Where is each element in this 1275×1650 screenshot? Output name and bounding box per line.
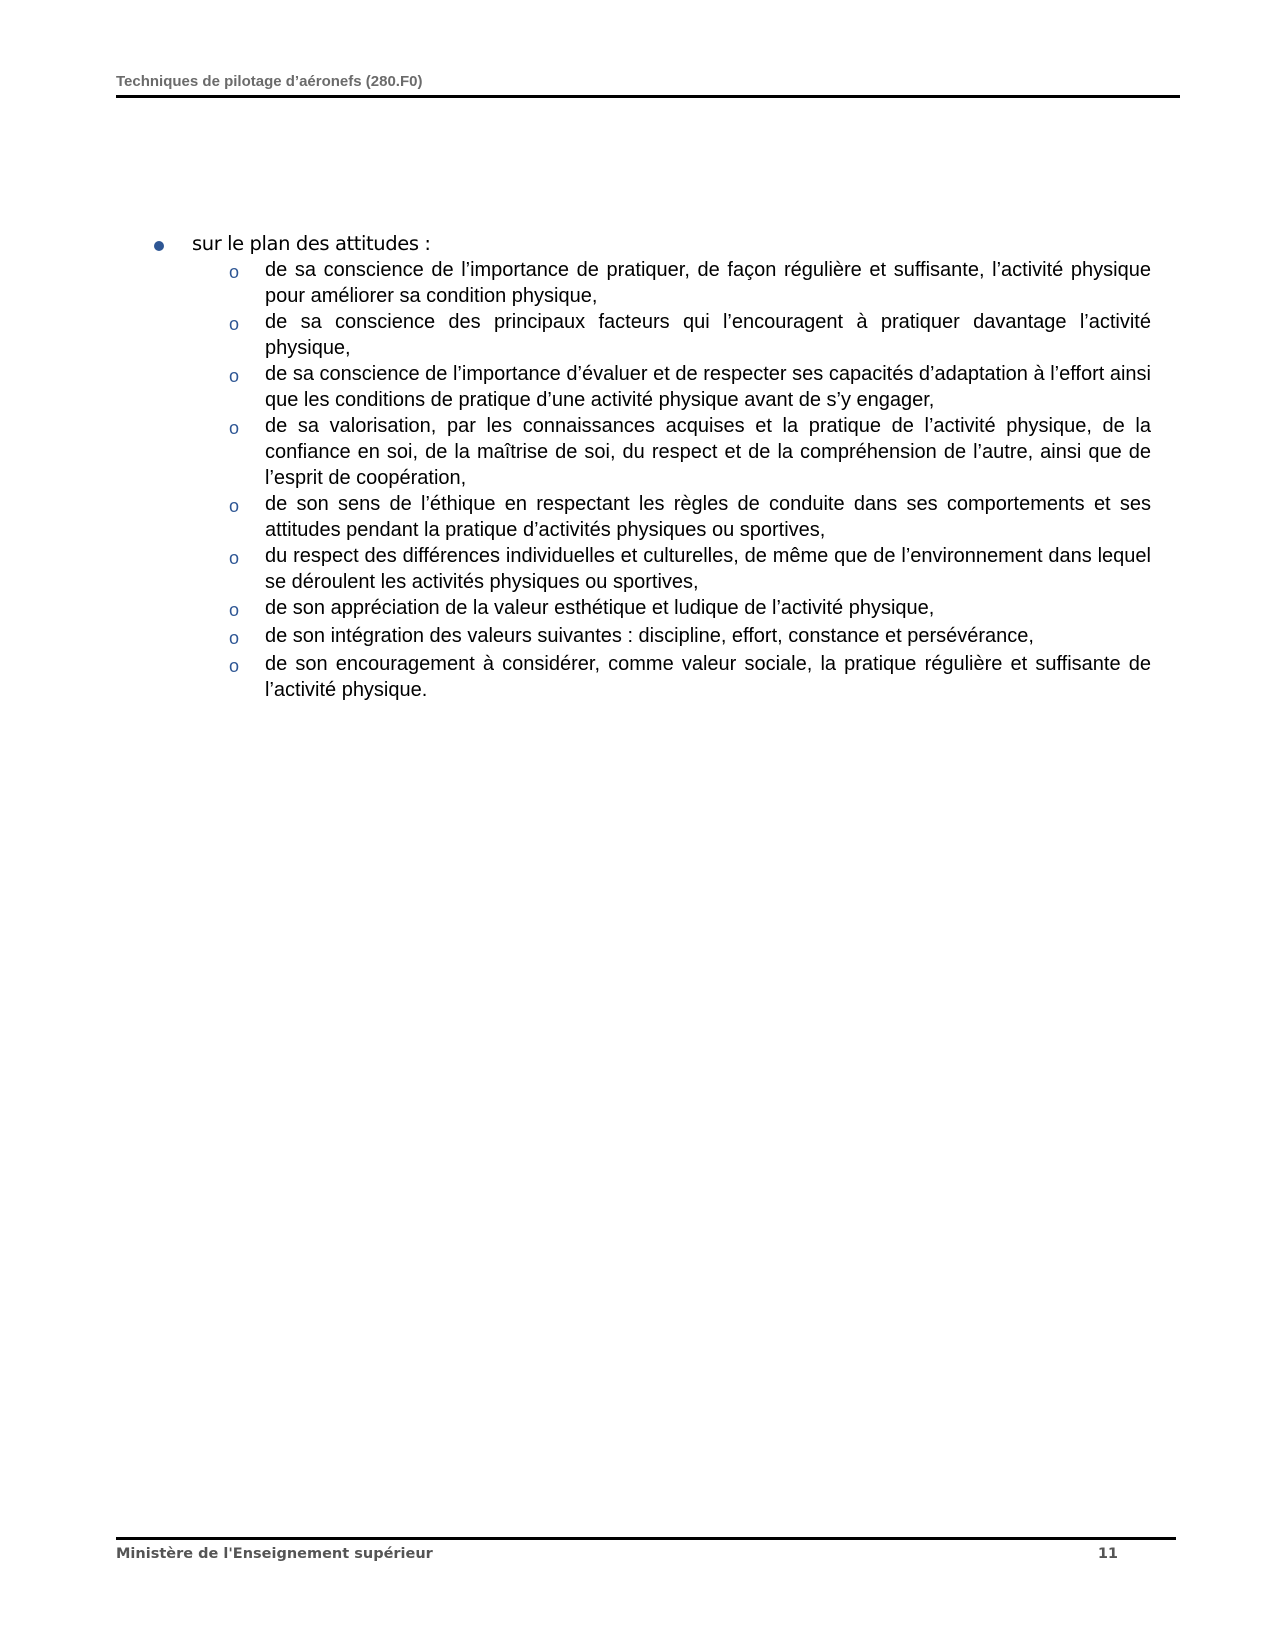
- list-item: [229, 309, 1151, 361]
- list-item-text: de son appréciation de la valeur esthétique et ludique de l’activité physique,: [265, 597, 935, 619]
- footer-row: [116, 1540, 1176, 1562]
- page-footer: [116, 1537, 1176, 1562]
- page-header: [116, 72, 1180, 98]
- list-item: [229, 595, 1151, 623]
- circle-bullet-icon: o: [229, 548, 240, 568]
- circle-bullet-icon: o: [229, 262, 240, 282]
- bullet-dot-icon: [154, 241, 164, 251]
- list-item: [229, 491, 1151, 543]
- bullet-label: sur le plan des attitudes :: [192, 232, 431, 255]
- circle-bullet-icon: o: [229, 418, 240, 438]
- list-item: [229, 651, 1151, 703]
- list-item: [229, 543, 1151, 595]
- list-item: [229, 623, 1151, 651]
- list-item-text: de son encouragement à considérer, comme valeur sociale, la pratique régulière et suffisante de l’activité physique.: [265, 653, 1151, 701]
- list-item-text: de sa conscience de l’importance de pratiquer, de façon régulière et suffisante, l’activité physique pour améliorer sa condition physique,: [265, 259, 1151, 307]
- circle-bullet-icon: o: [229, 314, 240, 334]
- footer-ministry: Ministère de l'Enseignement supérieur: [116, 1546, 433, 1562]
- list-item: [229, 413, 1151, 491]
- list-item-text: de sa valorisation, par les connaissances acquises et la pratique de l’activité physique, de la confiance en soi, de la maîtrise de soi, du respect et de la compréhension de l’autre, ainsi que de l’esprit de coopération,: [265, 415, 1151, 489]
- header-title: Techniques de pilotage d’aéronefs (280.F0): [116, 73, 423, 90]
- list-item-text: de son intégration des valeurs suivantes : discipline, effort, constance et persévérance,: [265, 625, 1034, 647]
- sub-list: [229, 257, 1151, 703]
- header-rule: [116, 95, 1180, 98]
- circle-bullet-icon: o: [229, 366, 240, 386]
- list-item-text: du respect des différences individuelles et culturelles, de même que de l’environnement dans lequel se déroulent les activités physiques ou sportives,: [265, 545, 1151, 593]
- list-item: [229, 361, 1151, 413]
- page-number: 11: [1097, 1546, 1118, 1562]
- list-item-text: de sa conscience de l’importance d’évaluer et de respecter ses capacités d’adaptation à l’effort ainsi que les conditions de pratique d’une activité physique avant de s’y engager,: [265, 363, 1151, 411]
- circle-bullet-icon: o: [229, 600, 240, 620]
- list-item: [229, 257, 1151, 309]
- bullet-item-attitudes: [150, 231, 1182, 257]
- circle-bullet-icon: o: [229, 628, 240, 648]
- circle-bullet-icon: o: [229, 656, 240, 676]
- main-content: [150, 231, 1182, 703]
- list-item-text: de sa conscience des principaux facteurs qui l’encouragent à pratiquer davantage l’activité physique,: [265, 311, 1151, 359]
- list-item-text: de son sens de l’éthique en respectant les règles de conduite dans ses comportements et ses attitudes pendant la pratique d’activités physiques ou sportives,: [265, 493, 1151, 541]
- circle-bullet-icon: o: [229, 496, 240, 516]
